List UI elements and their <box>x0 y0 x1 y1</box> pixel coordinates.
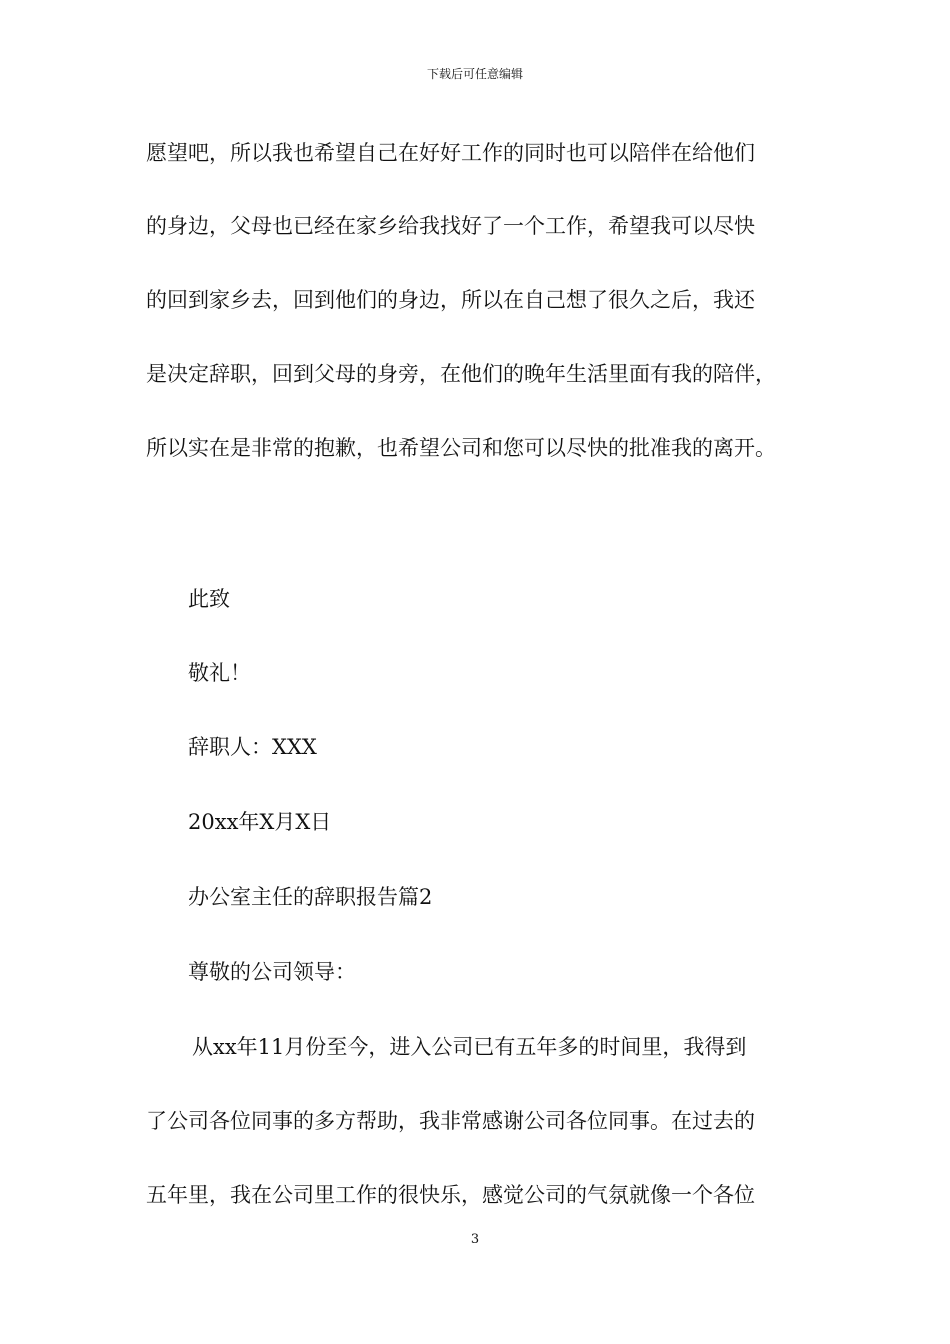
paragraph-line: 所以实在是非常的抱歉，也希望公司和您可以尽快的批准我的离开。 <box>146 436 776 460</box>
paragraph-line: 五年里，我在公司里工作的很快乐，感觉公司的气氛就像一个各位 <box>146 1183 755 1207</box>
paragraph-line: 的回到家乡去，回到他们的身边，所以在自己想了很久之后，我还 <box>146 288 755 312</box>
page-number: 3 <box>470 1232 480 1247</box>
section-title: 办公室主任的辞职报告篇2 <box>188 885 433 909</box>
signer-name: 辞职人：XXX <box>188 735 317 759</box>
closing-salute: 敬礼！ <box>188 661 251 685</box>
paragraph-line: 了公司各位同事的多方帮助，我非常感谢公司各位同事。在过去的 <box>146 1109 755 1133</box>
signature-date: 20xx年X月X日 <box>188 810 332 834</box>
paragraph-line: 是决定辞职，回到父母的身旁，在他们的晚年生活里面有我的陪伴， <box>146 362 776 386</box>
closing-greeting: 此致 <box>188 587 230 611</box>
paragraph-line: 从xx年11月份至今，进入公司已有五年多的时间里，我得到 <box>192 1035 747 1059</box>
letter-salutation: 尊敬的公司领导： <box>188 960 356 984</box>
page-header: 下载后可任意编辑 <box>426 67 523 81</box>
paragraph-line: 愿望吧，所以我也希望自己在好好工作的同时也可以陪伴在给他们 <box>146 141 755 165</box>
paragraph-line: 的身边，父母也已经在家乡给我找好了一个工作，希望我可以尽快 <box>146 214 755 238</box>
